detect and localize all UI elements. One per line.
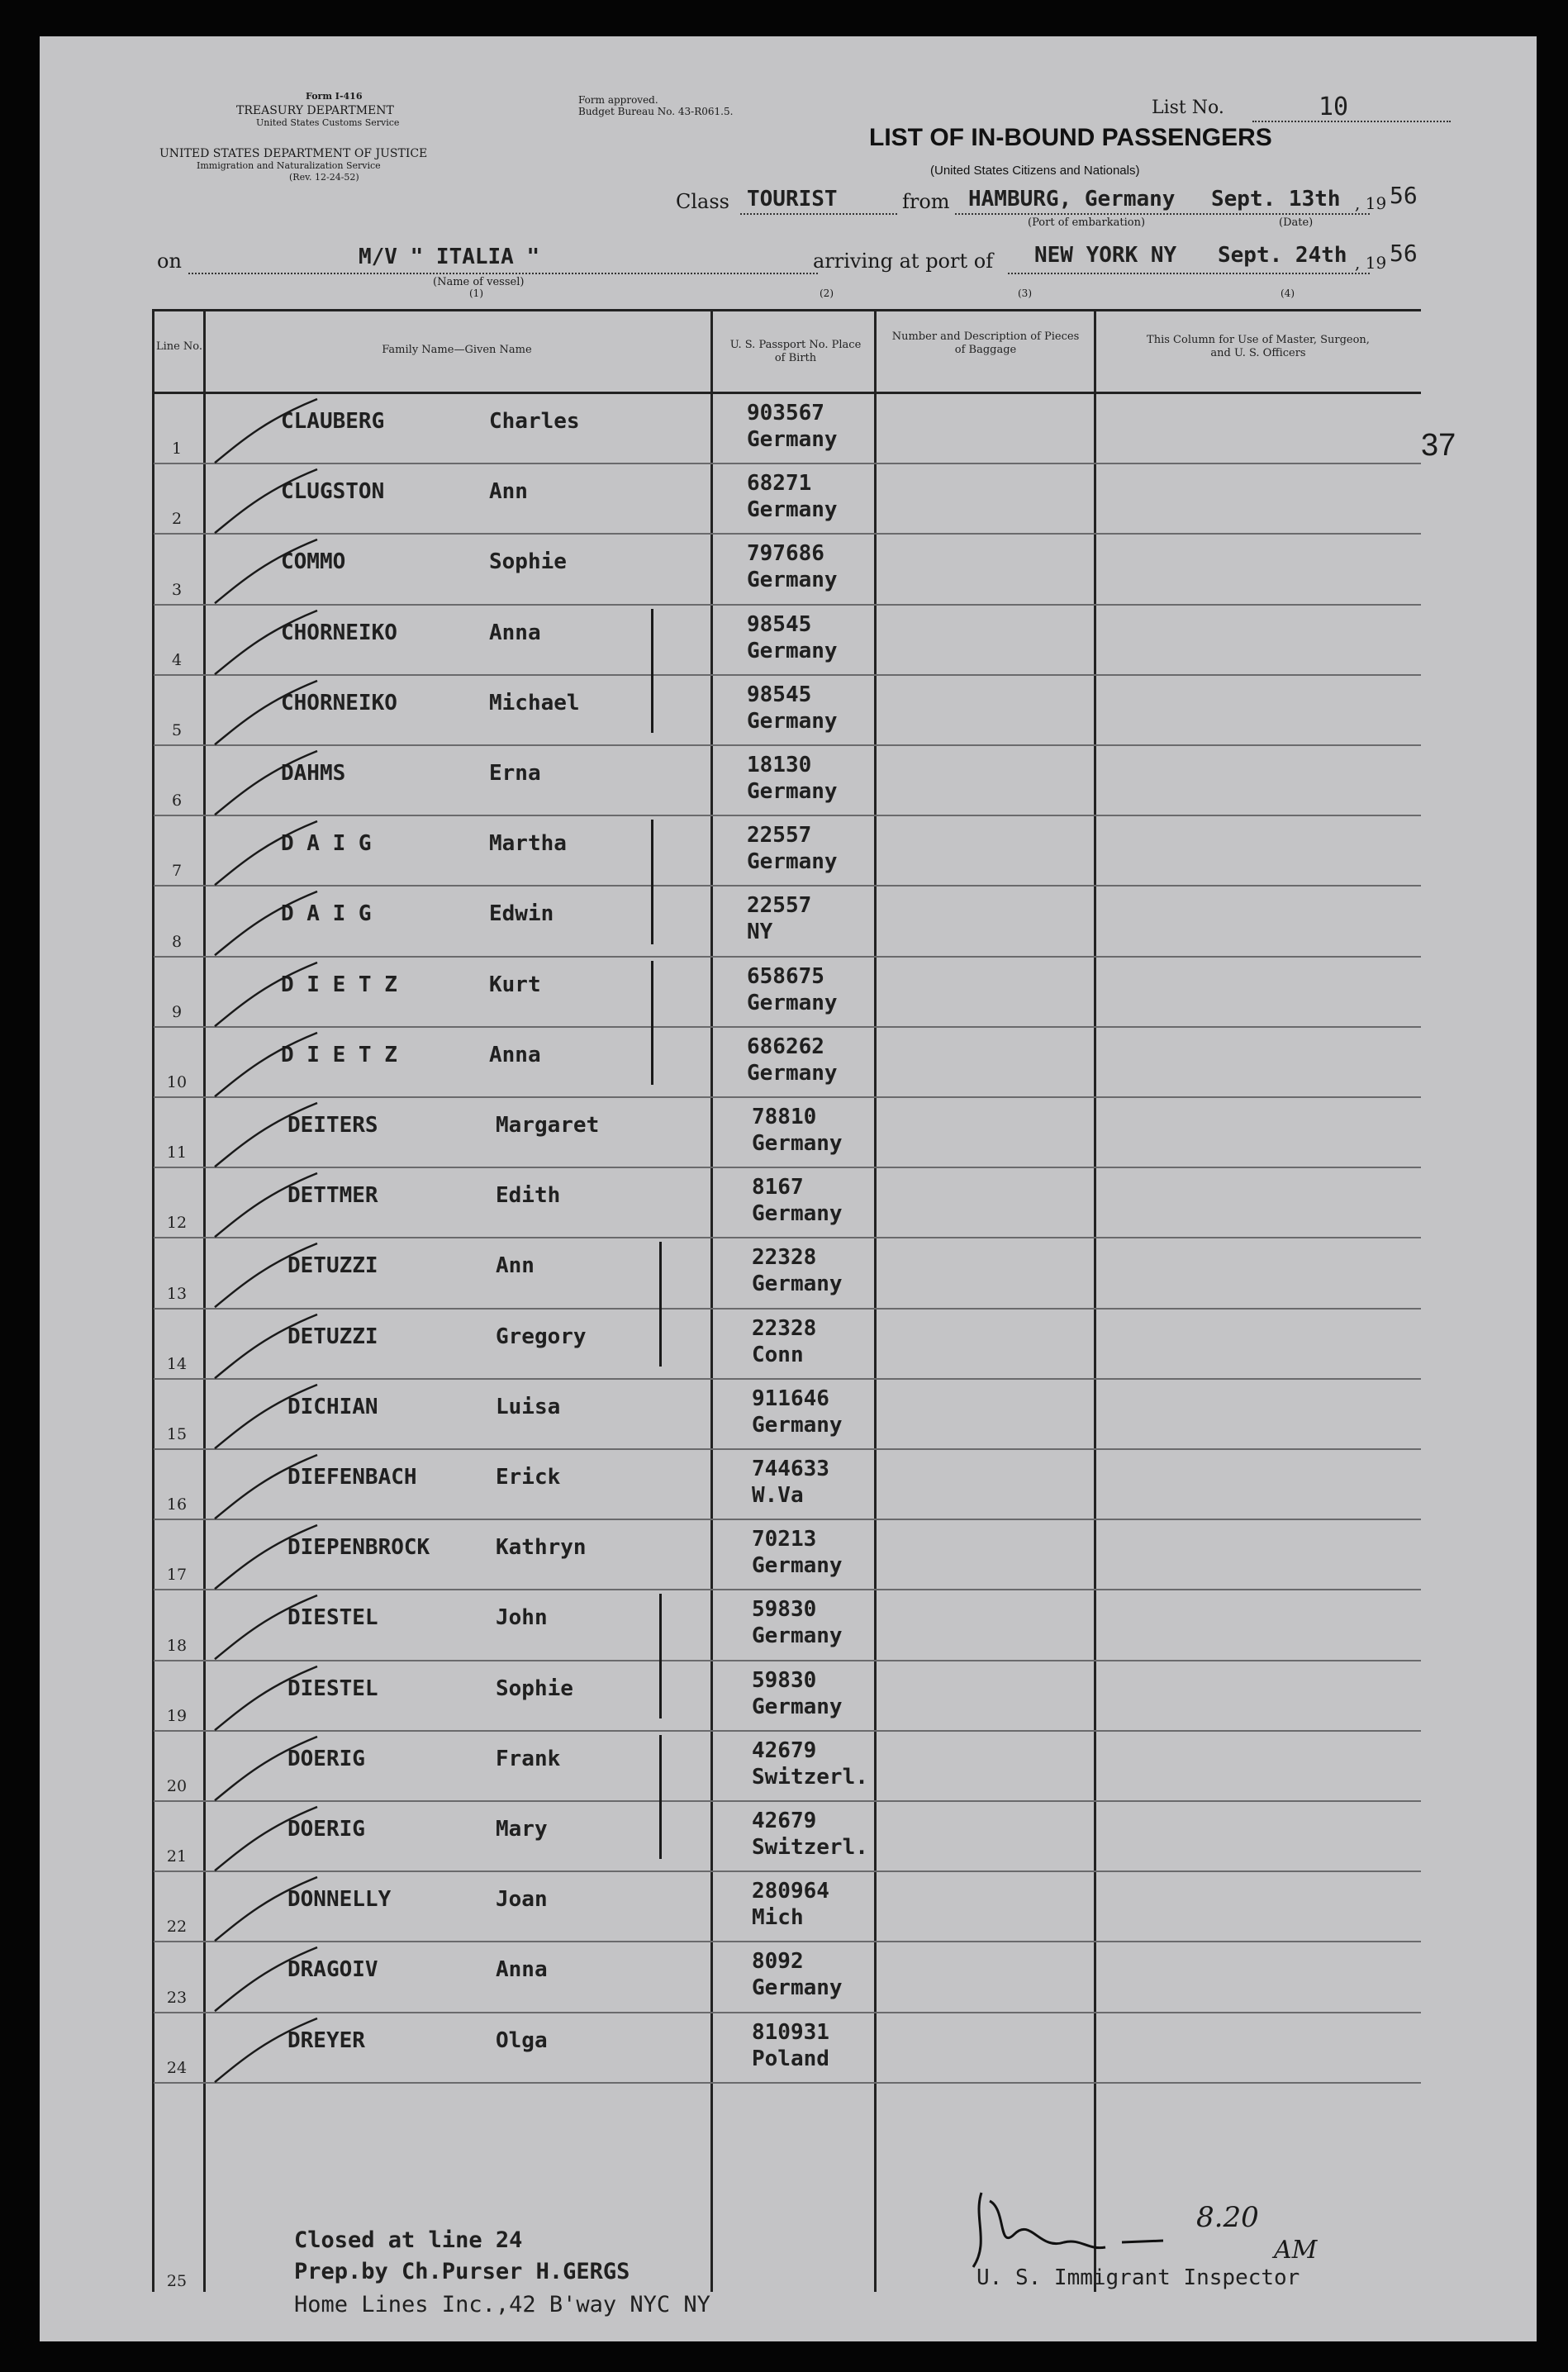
col-header-name: Family Name—Given Name [382, 344, 532, 356]
place-of-birth: W.Va [752, 1483, 804, 1508]
page-subtitle: (United States Citizens and Nationals) [930, 164, 1140, 178]
place-of-birth: Germany [752, 1975, 843, 2001]
passport-number: 8167 [752, 1175, 804, 1200]
given-name: Edwin [489, 901, 554, 927]
line-number: 24 [166, 2058, 188, 2077]
approval-label: Form approved. [578, 94, 658, 106]
line-number: 14 [166, 1354, 188, 1373]
passport-number: 810931 [752, 2019, 829, 2045]
place-of-birth: Switzerl. [752, 1764, 868, 1790]
table-row [40, 1168, 1444, 1238]
given-name: Olga [496, 2027, 548, 2053]
col-header-baggage: Number and Description of Pieces of Baggage [891, 330, 1080, 356]
given-name: Sophie [496, 1676, 573, 1701]
table-row [40, 676, 1444, 746]
given-name: Erick [496, 1465, 561, 1490]
passport-number: 18130 [747, 753, 812, 777]
company-note: Home Lines Inc.,42 B'way NYC NY [294, 2292, 710, 2317]
passport-number: 280964 [752, 1879, 829, 1904]
table-row [40, 1310, 1444, 1380]
given-name: Mary [496, 1817, 548, 1842]
table-row [40, 464, 1444, 535]
vessel-field [188, 273, 818, 274]
family-name: DIESTEL [287, 1605, 378, 1631]
given-name: Joan [496, 1887, 548, 1913]
line-number: 9 [171, 1002, 183, 1021]
line-number: 4 [171, 650, 183, 669]
table-row [40, 1028, 1444, 1098]
passport-number: 22328 [752, 1315, 817, 1341]
given-name: John [496, 1605, 548, 1631]
line-number: 13 [166, 1284, 188, 1303]
place-of-birth: Switzerl. [752, 1835, 868, 1860]
line-number: 15 [166, 1424, 188, 1443]
place-of-birth: Germany [752, 1131, 843, 1156]
family-name: CHORNEIKO [281, 690, 397, 715]
family-name: D I E T Z [281, 972, 397, 997]
col-2-caption: (2) [820, 288, 834, 299]
list-no-label: List No. [1152, 97, 1224, 118]
place-of-birth: Conn [752, 1342, 804, 1367]
given-name: Anna [489, 620, 541, 645]
line-number: 8 [171, 932, 183, 951]
family-name: DEITERS [287, 1113, 378, 1138]
place-of-birth: Germany [747, 427, 838, 452]
line-number: 21 [166, 1847, 188, 1866]
passport-number: 98545 [747, 611, 812, 637]
given-name: Kurt [489, 972, 541, 997]
family-bracket [659, 1594, 662, 1718]
passport-number: 42679 [752, 1809, 817, 1833]
line-number: 16 [166, 1495, 188, 1514]
closed-note: Closed at line 24 [294, 2227, 523, 2253]
passport-number: 658675 [747, 963, 824, 989]
family-name: D A I G [281, 831, 372, 857]
arrival-field [1008, 273, 1370, 274]
family-name: CLAUBERG [281, 409, 385, 434]
passport-number: 59830 [752, 1667, 817, 1693]
page-title: LIST OF IN-BOUND PASSENGERS [869, 124, 1272, 151]
family-bracket [659, 1735, 662, 1859]
given-name: Erna [489, 761, 541, 786]
place-of-birth: Germany [747, 1060, 838, 1086]
line-number: 18 [166, 1636, 188, 1655]
from-field [955, 213, 1370, 215]
time-note: 8.20 [1196, 2201, 1259, 2234]
given-name: Anna [489, 1042, 541, 1067]
line-number: 2 [171, 510, 183, 529]
table-row [40, 394, 1444, 464]
line-number: 5 [171, 720, 183, 739]
line-number: 6 [171, 791, 183, 810]
line-number: 10 [166, 1072, 188, 1091]
passport-number: 686262 [747, 1034, 824, 1059]
family-name: DIEPENBROCK [287, 1535, 430, 1561]
passport-number: 42679 [752, 1737, 817, 1763]
given-name: Ann [489, 479, 528, 505]
class-value: TOURIST [747, 187, 838, 212]
customs-label: United States Customs Service [256, 117, 400, 128]
year-prefix-1: , 19 [1355, 193, 1387, 213]
family-bracket [651, 961, 653, 1085]
place-of-birth: NY [747, 920, 773, 945]
given-name: Anna [496, 1957, 548, 1983]
family-name: CHORNEIKO [281, 620, 397, 645]
table-row [40, 746, 1444, 816]
port-caption: (Port of embarkation) [1028, 216, 1146, 229]
family-name: DICHIAN [287, 1394, 378, 1419]
line-number: 11 [166, 1143, 188, 1162]
arrival-date: Sept. 24th [1218, 243, 1347, 268]
passport-number: 744633 [752, 1457, 829, 1481]
prepared-note: Prep.by Ch.Purser H.GERGS [294, 2259, 630, 2284]
col-header-officers: This Column for Use of Master, Surgeon, and U. S. Officers [1147, 334, 1370, 359]
passport-number: 797686 [747, 541, 824, 567]
family-name: D A I G [281, 901, 372, 927]
am-note: AM [1274, 2236, 1318, 2265]
table-row [40, 1380, 1444, 1450]
given-name: Margaret [496, 1113, 600, 1138]
family-name: COMMO [281, 549, 346, 575]
vessel-caption: (Name of vessel) [433, 276, 525, 288]
table-row [40, 816, 1444, 887]
table-row [40, 887, 1444, 957]
line-number: 23 [166, 1988, 188, 2007]
family-name: DOERIG [287, 1817, 365, 1842]
passport-number: 68271 [747, 471, 812, 497]
place-of-birth: Germany [747, 708, 838, 734]
place-of-birth: Germany [752, 1694, 843, 1719]
family-name: DETTMER [287, 1183, 378, 1209]
line-number: 22 [166, 1918, 188, 1937]
passport-number: 8092 [752, 1949, 804, 1975]
justice-label: UNITED STATES DEPARTMENT OF JUSTICE [159, 147, 428, 160]
family-name: DETUZZI [287, 1253, 378, 1279]
table-top-border [152, 309, 1421, 311]
from-label: from [902, 190, 950, 213]
list-no-value: 10 [1319, 93, 1349, 121]
place-of-birth: Germany [747, 568, 838, 593]
table-row [40, 1732, 1444, 1802]
place-of-birth: Germany [752, 1553, 843, 1579]
given-name: Frank [496, 1746, 561, 1771]
given-name: Gregory [496, 1324, 587, 1349]
line-number: 7 [171, 862, 183, 881]
place-of-birth: Germany [747, 849, 838, 875]
manifest-page [40, 36, 1537, 2341]
class-label: Class [676, 190, 729, 213]
passport-number: 70213 [752, 1527, 817, 1552]
family-name: DRAGOIV [287, 1957, 378, 1983]
table-row [40, 1661, 1444, 1732]
family-name: DIEFENBACH [287, 1465, 417, 1490]
line-number: 1 [171, 440, 183, 459]
year-1: 56 [1390, 182, 1418, 209]
place-of-birth: Germany [752, 1623, 843, 1649]
rev-label: (Rev. 12-24-52) [289, 172, 359, 183]
table-row [40, 1590, 1444, 1661]
family-name: DAHMS [281, 761, 346, 786]
family-name: CLUGSTON [281, 479, 385, 505]
table-row [40, 1802, 1444, 1872]
line-number-25: 25 [166, 2272, 188, 2290]
given-name: Michael [489, 690, 580, 715]
family-name: DETUZZI [287, 1324, 378, 1349]
table-row [40, 1450, 1444, 1520]
place-of-birth: Germany [752, 1272, 843, 1297]
family-name: DIESTEL [287, 1676, 378, 1701]
family-bracket [659, 1242, 662, 1366]
place-of-birth: Germany [747, 779, 838, 804]
inspector-label: U. S. Immigrant Inspector [976, 2265, 1300, 2290]
place-of-birth: Germany [747, 990, 838, 1015]
year-prefix-2: , 19 [1355, 253, 1387, 273]
list-no-field [1252, 121, 1451, 122]
line-number: 12 [166, 1214, 188, 1233]
passport-number: 98545 [747, 682, 812, 707]
col-3-caption: (3) [1018, 288, 1032, 299]
table-row [40, 1238, 1444, 1309]
col-4-caption: (4) [1281, 288, 1295, 299]
place-of-birth: Mich [752, 1905, 804, 1931]
arrival-port: NEW YORK NY [1034, 243, 1177, 268]
row-divider [154, 2082, 1421, 2084]
family-name: DREYER [287, 2027, 365, 2053]
col-header-line: Line No. [155, 340, 203, 353]
family-name: DOERIG [287, 1746, 365, 1771]
line-number: 17 [166, 1566, 188, 1585]
given-name: Luisa [496, 1394, 561, 1419]
passport-number: 903567 [747, 401, 824, 425]
treasury-label: TREASURY DEPARTMENT [236, 104, 394, 117]
table-row [40, 1098, 1444, 1168]
given-name: Edith [496, 1183, 561, 1209]
year-2: 56 [1390, 240, 1418, 267]
passport-number: 22328 [752, 1245, 817, 1271]
col-1-caption: (1) [469, 288, 483, 299]
table-row [40, 606, 1444, 676]
place-of-birth: Germany [752, 1412, 843, 1438]
table-row [40, 535, 1444, 605]
vessel-name: M/V " ITALIA " [359, 245, 540, 269]
passport-number: 911646 [752, 1386, 829, 1411]
table-row [40, 1942, 1444, 2013]
form-number: Form I-416 [306, 91, 363, 102]
date-caption: (Date) [1279, 216, 1314, 229]
passport-number: 22557 [747, 893, 812, 919]
col-header-passport: U. S. Passport No. Place of Birth [729, 339, 862, 364]
place-of-birth: Germany [747, 497, 838, 523]
class-field [740, 213, 897, 215]
table-row [40, 1520, 1444, 1590]
given-name: Martha [489, 831, 567, 857]
line-number: 19 [166, 1706, 188, 1725]
passport-number: 22557 [747, 823, 812, 849]
given-name: Ann [496, 1253, 535, 1279]
passport-number: 78810 [752, 1105, 817, 1129]
check-mark [202, 2005, 334, 2092]
arriving-label: arriving at port of [813, 250, 994, 273]
table-row [40, 1872, 1444, 1942]
inspector-signature [957, 2184, 1171, 2284]
page-number: 37 [1421, 428, 1456, 463]
family-name: DONNELLY [287, 1887, 392, 1913]
passport-number: 59830 [752, 1597, 817, 1623]
place-of-birth: Poland [752, 2046, 829, 2071]
given-name: Charles [489, 409, 580, 434]
place-of-birth: Germany [752, 1201, 843, 1227]
given-name: Kathryn [496, 1535, 587, 1561]
given-name: Sophie [489, 549, 567, 575]
family-name: D I E T Z [281, 1042, 397, 1067]
from-value: HAMBURG, Germany [968, 187, 1176, 212]
family-bracket [651, 609, 653, 733]
line-number: 3 [171, 580, 183, 599]
line-number: 20 [166, 1776, 188, 1795]
on-label: on [157, 250, 182, 273]
from-date: Sept. 13th [1211, 187, 1341, 212]
ins-label: Immigration and Naturalization Service [197, 160, 381, 171]
table-row [40, 958, 1444, 1028]
budget-label: Budget Bureau No. 43-R061.5. [578, 106, 734, 117]
table-row [40, 2013, 1444, 2084]
family-bracket [651, 820, 653, 944]
place-of-birth: Germany [747, 638, 838, 663]
